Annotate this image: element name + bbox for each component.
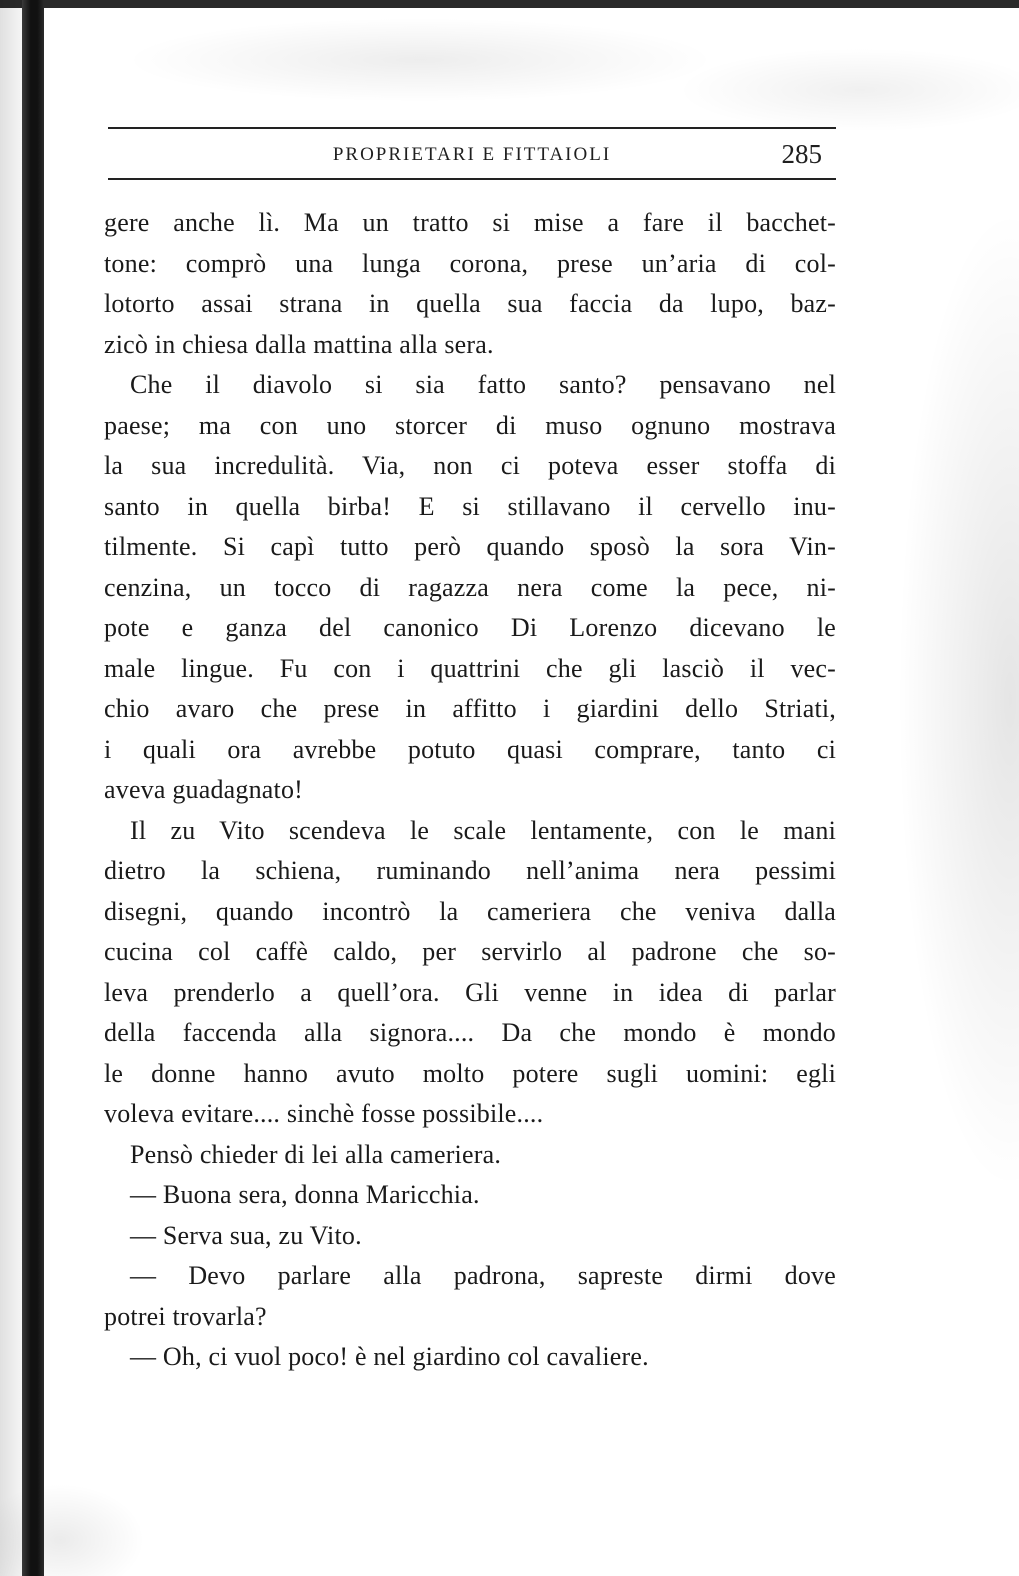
text-line: — Devo parlare alla padrona, sapreste dirmi dove <box>130 1261 836 1290</box>
text-line: gere anche lì. Ma un tratto si mise a fare il bacchet- <box>104 208 836 237</box>
text-line: zicò in chiesa dalla mattina alla sera. <box>104 329 494 359</box>
text-line: Pensò chieder di lei alla cameriera. <box>130 1139 502 1169</box>
text-line: leva prenderlo a quell’ora. Gli venne in idea di parlar <box>104 977 836 1007</box>
header-rule-bottom <box>108 178 836 180</box>
text-line: Che il diavolo si sia fatto santo? pensavano nel <box>130 370 836 399</box>
header-rule-top <box>108 127 836 129</box>
text-line: le donne hanno avuto molto potere sugli uomini: egli <box>104 1058 836 1088</box>
text-line: i quali ora avrebbe potuto quasi comprare, tanto ci <box>104 734 836 764</box>
text-line: pote e ganza del canonico Di Lorenzo dicevano le <box>104 613 836 642</box>
text-line: Il zu Vito scendeva le scale lentamente, con le mani <box>130 815 836 845</box>
text-line: disegni, quando incontrò la cameriera che veniva dalla <box>104 896 836 926</box>
text-line: male lingue. Fu con i quattrini che gli lasciò il vec- <box>104 653 836 683</box>
running-title: PROPRIETARI E FITTAIOLI <box>332 144 612 165</box>
text-line: chio avaro che prese in affitto i giardini dello Striati, <box>104 694 836 723</box>
running-head <box>108 139 836 173</box>
text-line: tilmente. Si capì tutto però quando sposò la sora Vin- <box>104 532 836 561</box>
text-line: dietro la schiena, ruminando nell’anima nera pessimi <box>104 856 836 885</box>
text-line: — Buona sera, donna Maricchia. <box>130 1180 480 1209</box>
binding-shadow <box>0 0 22 1576</box>
page-number: 285 <box>781 139 822 169</box>
text-line: tone: comprò una lunga corona, prese un’aria di col- <box>104 248 836 278</box>
text-line: santo in quella birba! E si stillavano il cervello inu- <box>104 491 836 521</box>
text-line: — Serva sua, zu Vito. <box>130 1220 362 1250</box>
text-line: — Oh, ci vuol poco! è nel giardino col cavaliere. <box>130 1342 649 1371</box>
page-top-edge <box>0 0 1019 8</box>
book-binding <box>22 0 44 1576</box>
text-line: aveva guadagnato! <box>104 775 304 804</box>
text-line: voleva evitare.... sinchè fosse possibile.... <box>104 1099 544 1128</box>
text-line: potrei trovarla? <box>104 1301 267 1331</box>
body-text <box>104 203 836 1403</box>
text-line: cucina col caffè caldo, per servirlo al padrone che so- <box>104 937 836 966</box>
text-line: paese; ma con uno storcer di muso ognuno mostrava <box>104 410 836 440</box>
text-line: cenzina, un tocco di ragazza nera come la pece, ni- <box>104 572 836 602</box>
text-line: della faccenda alla signora.... Da che mondo è mondo <box>104 1018 836 1047</box>
text-line: lotorto assai strana in quella sua faccia da lupo, baz- <box>104 289 836 318</box>
text-line: la sua incredulità. Via, non ci poteva esser stoffa di <box>104 451 836 480</box>
